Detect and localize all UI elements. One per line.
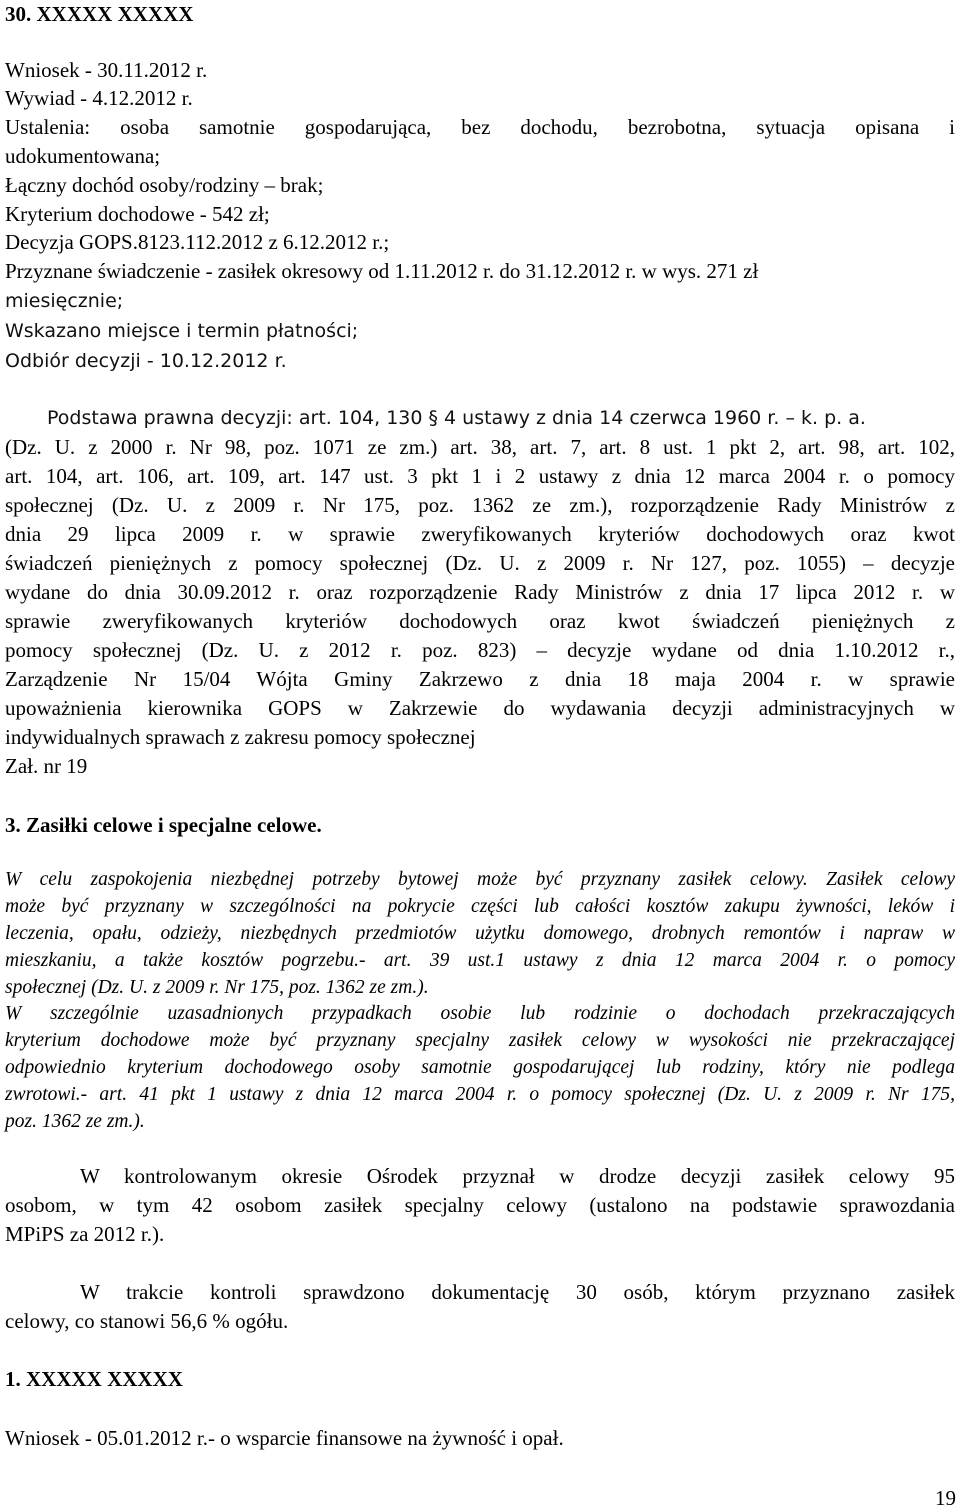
italic-line: leczenia, opału, odzieży, niezbędnych przedmiotów użytku domowego, drobnych remontów i napraw w	[5, 923, 955, 944]
italic-line: W celu zaspokojenia niezbędnej potrzeby bytowej może być przyznany zasiłek celowy. Zasiłek celowy	[5, 869, 955, 890]
italic-line: odpowiednio kryterium dochodowego osoby samotnie gospodarującej lub rodziny, który nie podlega	[5, 1057, 955, 1078]
legal-basis-first-line: Podstawa prawna decyzji: art. 104, 130 § 4 ustawy z dnia 14 czerwca 1960 r. – k. p. a.	[47, 407, 866, 429]
page-number: 19	[935, 1486, 956, 1510]
header-line: Decyzja GOPS.8123.112.2012 z 6.12.2012 r.;	[5, 230, 390, 254]
header-line: udokumentowana;	[5, 144, 161, 168]
legal-basis-line: świadczeń pieniężnych z pomocy społecznej (Dz. U. z 2009 r. Nr 127, poz. 1055) – decyzje	[5, 551, 955, 575]
header-line: Ustalenia: osoba samotnie gospodarująca, bez dochodu, bezrobotna, sytuacja opisana i	[5, 115, 955, 139]
legal-basis-line: pomocy społecznej (Dz. U. z 2012 r. poz. 823) – decyzje wydane od dnia 1.10.2012 r.,	[5, 638, 955, 662]
header-line: Wniosek - 30.11.2012 r.	[5, 58, 208, 82]
legal-basis-line: społecznej (Dz. U. z 2009 r. Nr 175, poz. 1362 ze zm.), rozporządzenie Rady Ministrów z	[5, 493, 955, 517]
legal-basis-line: art. 104, art. 106, art. 109, art. 147 ust. 3 pkt 1 i 2 ustawy z dnia 12 marca 2004 r. o pomocy	[5, 464, 955, 488]
italic-line: W szczególnie uzasadnionych przypadkach osobie lub rodzinie o dochodach przekraczających	[5, 1003, 955, 1024]
italic-line: mieszkaniu, a także kosztów pogrzebu.- art. 39 ust.1 ustawy z dnia 12 marca 2004 r. o pomocy	[5, 950, 955, 971]
case-heading-30: 30. XXXXX XXXXX	[5, 2, 194, 26]
header-line: Kryterium dochodowe - 542 zł;	[5, 202, 270, 226]
legal-basis-line: wydane do dnia 30.09.2012 r. oraz rozporządzenie Rady Ministrów z dnia 17 lipca 2012 r. w	[5, 580, 955, 604]
paragraph-line: W trakcie kontroli sprawdzono dokumentację 30 osób, którym przyznano zasiłek	[80, 1280, 955, 1304]
case-heading-1: 1. XXXXX XXXXX	[5, 1367, 183, 1391]
italic-line: zwrotowi.- art. 41 pkt 1 ustawy z dnia 12 marca 2004 r. o pomocy społecznej (Dz. U. z 2009 r. Nr 175,	[5, 1084, 955, 1105]
italic-line: kryterium dochodowe może być przyznany specjalny zasiłek celowy w wysokości nie przekraczającej	[5, 1030, 955, 1051]
section-title: 3. Zasiłki celowe i specjalne celowe.	[5, 813, 322, 837]
legal-basis-line: Zarządzenie Nr 15/04 Wójta Gminy Zakrzewo z dnia 18 maja 2004 r. w sprawie	[5, 667, 955, 691]
paragraph-line: W kontrolowanym okresie Ośrodek przyznał w drodze decyzji zasiłek celowy 95	[80, 1164, 955, 1188]
paragraph-line: MPiPS za 2012 r.).	[5, 1222, 165, 1246]
legal-basis-line: dnia 29 lipca 2009 r. w sprawie zweryfikowanych kryteriów dochodowych oraz kwot	[5, 522, 955, 546]
paragraph-line: osobom, w tym 42 osobom zasiłek specjalny celowy (ustalono na podstawie sprawozdania	[5, 1193, 955, 1217]
legal-basis-line: sprawie zweryfikowanych kryteriów dochodowych oraz kwot świadczeń pieniężnych z	[5, 609, 955, 633]
header-line: miesięcznie;	[5, 290, 124, 312]
application-line: Wniosek - 05.01.2012 r.- o wsparcie finansowe na żywność i opał.	[5, 1426, 564, 1450]
attachment-reference: Zał. nr 19	[5, 754, 88, 778]
header-line: Wskazano miejsce i termin płatności;	[5, 320, 359, 342]
italic-line: poz. 1362 ze zm.).	[5, 1111, 145, 1132]
header-line: Łączny dochód osoby/rodziny – brak;	[5, 173, 324, 197]
header-line: Odbiór decyzji - 10.12.2012 r.	[5, 350, 287, 372]
legal-basis-last-line: indywidualnych sprawach z zakresu pomocy społecznej	[5, 725, 476, 749]
legal-basis-line: (Dz. U. z 2000 r. Nr 98, poz. 1071 ze zm.) art. 38, art. 7, art. 8 ust. 1 pkt 2, art. 98, art. 102,	[5, 435, 955, 459]
paragraph-line: celowy, co stanowi 56,6 % ogółu.	[5, 1309, 289, 1333]
italic-line: społecznej (Dz. U. z 2009 r. Nr 175, poz. 1362 ze zm.).	[5, 977, 429, 998]
header-line: Przyznane świadczenie - zasiłek okresowy od 1.11.2012 r. do 31.12.2012 r. w wys. 271 zł	[5, 259, 759, 283]
header-line: Wywiad - 4.12.2012 r.	[5, 86, 193, 110]
legal-basis-line: upoważnienia kierownika GOPS w Zakrzewie do wydawania decyzji administracyjnych w	[5, 696, 955, 720]
italic-line: może być przyznany w szczególności na pokrycie części lub całości kosztów zakupu żywności, leków i	[5, 896, 955, 917]
